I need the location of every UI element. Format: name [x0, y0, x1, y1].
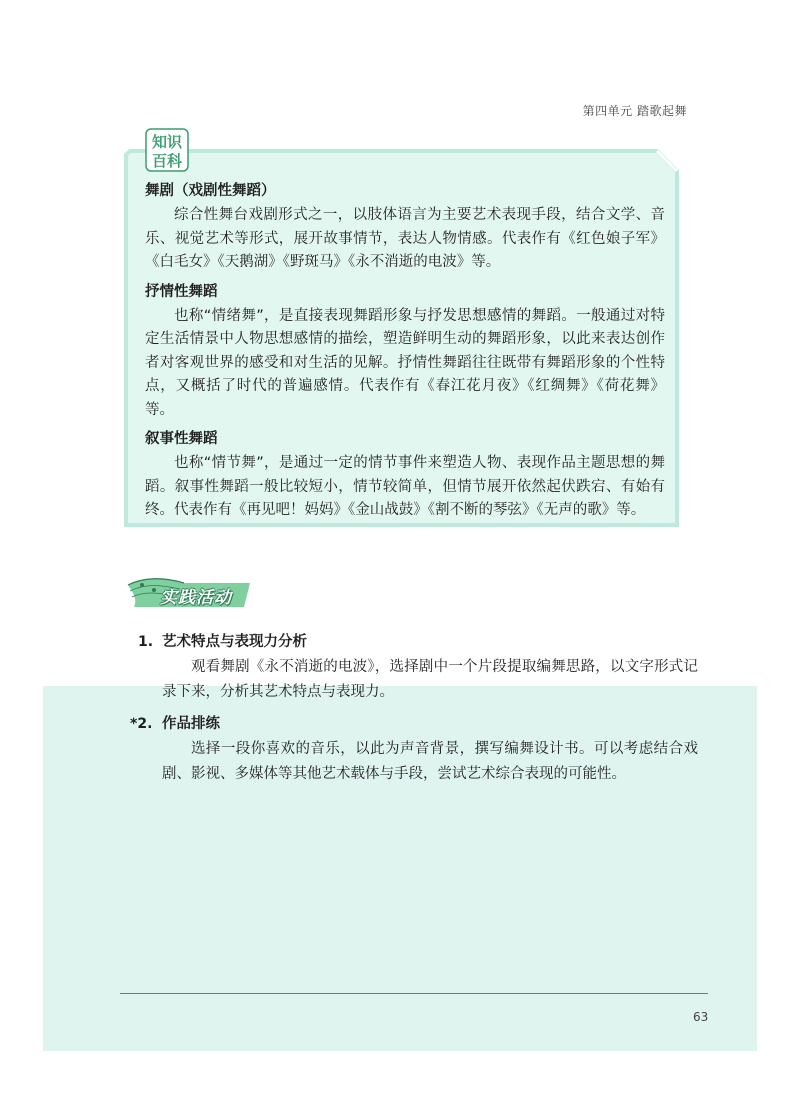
section-heading: 舞剧（戏剧性舞蹈）	[145, 183, 276, 199]
footer-rule	[120, 993, 708, 994]
section-body: 也称“情节舞”，是通过一定的情节事件来塑造人物、表现作品主题思想的舞蹈。叙事性舞蹈一般比较短小，情节较简单，但情节展开依然起伏跌宕、有始有终。代表作有《再见吧！妈妈》《金山战鼓》《割不断的琴弦》《无声的歌》等。	[145, 455, 665, 518]
section-body: 综合性舞台戏剧形式之一，以肢体语言为主要艺术表现手段，结合文学、音乐、视觉艺术等形式，展开故事情节，表达人物情感。代表作有《红色娘子军》《白毛女》《天鹅湖》《野斑马》《永不消逝的电波》等。	[145, 207, 665, 270]
activity-list	[130, 631, 698, 787]
knowledge-content	[145, 180, 665, 523]
activity-heading: 作品排练	[162, 716, 220, 732]
activity-title: 实践活动	[160, 588, 232, 608]
badge-line-1: 知识	[151, 133, 183, 151]
badge-line-2: 百科	[151, 152, 183, 170]
activity-body: 选择一段你喜欢的音乐，以此为声音背景，撰写编舞设计书。可以考虑结合戏剧、影视、多媒体等其他艺术载体与手段，尝试艺术综合表现的可能性。	[162, 741, 698, 782]
activity-body: 观看舞剧《永不消逝的电波》，选择剧中一个片段提取编舞思路，以文字形式记录下来，分析其艺术特点与表现力。	[162, 659, 698, 700]
page-number: 63	[693, 1010, 709, 1024]
knowledge-section	[145, 428, 665, 523]
knowledge-badge-icon	[145, 128, 189, 172]
activity-number: 1.	[138, 634, 154, 650]
activity-item	[138, 631, 698, 705]
knowledge-section	[145, 281, 665, 423]
section-heading: 叙事性舞蹈	[145, 431, 218, 447]
activity-heading: 艺术特点与表现力分析	[162, 634, 307, 650]
activity-item	[130, 713, 698, 787]
section-body: 也称“情绪舞”，是直接表现舞蹈形象与抒发思想感情的舞蹈。一般通过对特定生活情景中人物思想感情的描绘，塑造鲜明生动的舞蹈形象，以此来表达创作者对客观世界的感受和对生活的见解。抒情性舞蹈往往既带有舞蹈形象的个性特点，又概括了时代的普遍感情。代表作有《春江花月夜》《红绸舞》《荷花舞》等。	[145, 307, 665, 418]
knowledge-section	[145, 180, 665, 275]
running-head: 第四单元 踏歌起舞	[582, 104, 687, 118]
activity-number: *2.	[130, 716, 153, 732]
section-heading: 抒情性舞蹈	[145, 283, 218, 300]
